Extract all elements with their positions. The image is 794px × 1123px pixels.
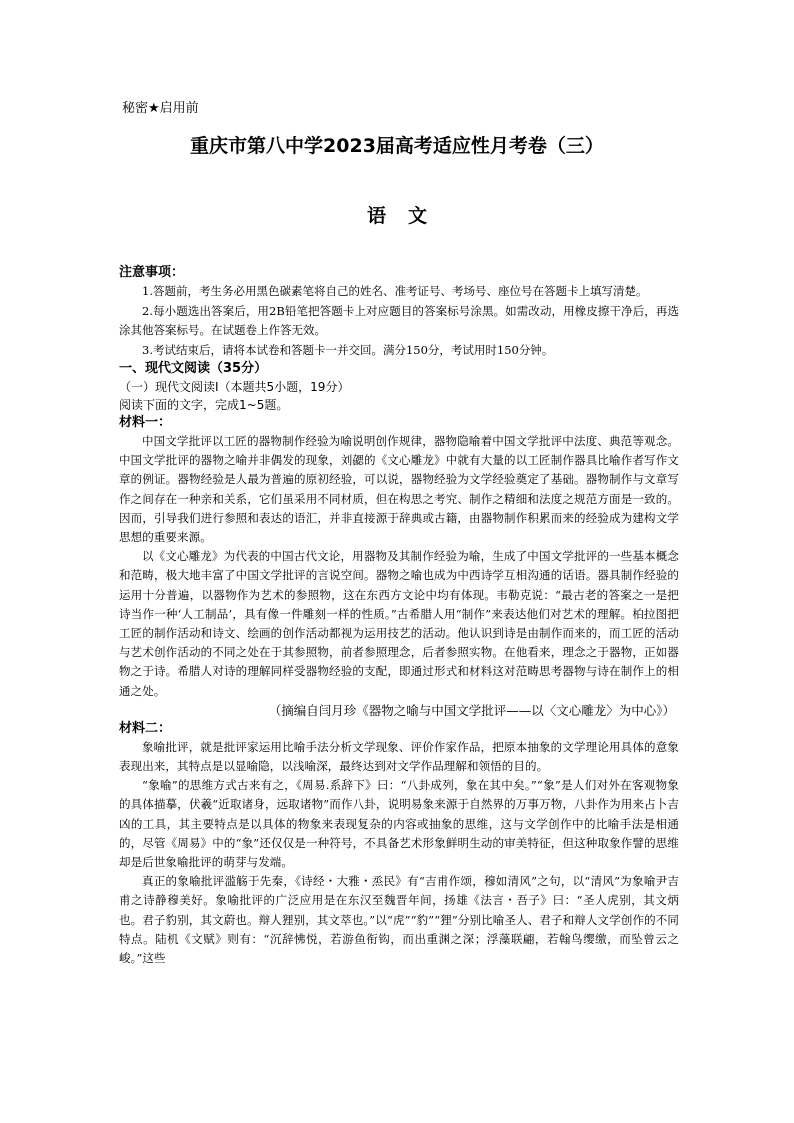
reading-instruction: 阅读下面的文字，完成1~5题。 xyxy=(119,398,289,412)
material-source: （摘编自闫月珍《器物之喻与中国文学批评——以〈文心雕龙〉为中心》） xyxy=(268,702,675,718)
material-label: 材料二： xyxy=(119,720,172,736)
material-label: 材料一： xyxy=(119,415,172,430)
exam-content xyxy=(119,264,679,968)
notice-item: 2.每小题选出答案后，用2B铅笔把答题卡上对应题目的答案标号涂黑。如需改动，用橡皮擦干净后，再选涂其他答案标号。在试题卷上作答无效。 xyxy=(119,303,679,337)
sub-section-heading: （一）现代文阅读Ⅰ（本题共5小题，19分） xyxy=(119,380,350,394)
material-paragraph: “象喻”的思维方式古来有之，《周易.系辞下》曰：“八卦成列，象在其中矣。”“象”是人们对外在客观物象的具体描摹，伏羲“近取诸身，远取诸物”而作八卦，说明易象来源于自然界的万事万物，八卦作为用来占卜吉凶的工具，其主要特点是以具体的物象来表现复杂的内容或抽象的思维，这与文学创作中的比喻手法是相通的，尽管《周易》中的“象”还仅仅是一种符号，不具备艺术形象鲜明生动的审美特征，但这种取象作譬的思维却是后世象喻批评的萌芽与发端。 xyxy=(119,778,679,870)
material-paragraph: 象喻批评，就是批评家运用比喻手法分析文学现象、评价作家作品，把原本抽象的文学理论用具体的意象表现出来，其特点是以显喻隐，以浅喻深，最终达到对文学作品理解和领悟的目的。 xyxy=(119,739,679,774)
section-heading: 一、现代文阅读（35分） xyxy=(119,361,268,376)
notice-item: 1.答题前，考生务必用黑色碳素笔将自己的姓名、准考证号、考场号、座位号在答题卡上填写清楚。 xyxy=(142,284,648,298)
subject-title: 语文 xyxy=(366,205,449,227)
material-paragraph: 以《文心雕龙》为代表的中国古代文论，用器物及其制作经验为喻，生成了中国文学批评的一些基本概念和范畴，极大地丰富了中国文学批评的言说空间。器物之喻也成为中西诗学互相沟通的话语。器具制作经验的运用十分普遍，以器物作为艺术的参照物，这在东西方文论中均有体现。韦勒克说：“最古老的答案之一是把诗当作一种‘人工制品’，具有像一件雕刻一样的性质。”古希腊人用“制作”来表达他们对艺术的理解。柏拉图把工匠的制作活动和诗文、绘画的创作活动都视为运用技艺的活动。他认识到诗是由制作而来的，而工匠的活动与艺术创作活动的不同之处在于其参照物，前者参照理念，后者参照实物。在他看来，理念之于器物，正如器物之于诗。希腊人对诗的理解同样受器物经验的支配，即通过形式和材料这对范畴思考器物与诗在制作上的相通之处。 xyxy=(119,549,679,698)
secret-label: 秘密★启用前 xyxy=(122,101,199,116)
notice-item: 3.考试结束后，请将本试卷和答题卡一并交回。满分150分，考试用时150分钟。 xyxy=(142,342,554,357)
exam-title: 重庆市第八中学2023届高考适应性月考卷（三） xyxy=(190,135,604,157)
material-paragraph: 中国文学批评以工匠的器物制作经验为喻说明创作规律，器物隐喻着中国文学批评中法度、典范等观念。中国文学批评的器物之喻并非偶发的现象，刘勰的《文心雕龙》中就有大量的以工匠制作器具比喻作者写作文章的例证。器物经验是人最为普遍的原初经验，可以说，器物经验为文学经验奠定了基础。器物制作与文章写作之间存在一种亲和关系，它们虽采用不同材质，但在构思之考究、制作之精细和法度之规范方面是一致的。因而，引导我们进行参照和表达的语汇，并非直接源于辞典或古籍，由器物制作积累而来的经验成为建构文学思想的重要来源。 xyxy=(119,434,679,545)
material-paragraph: 真正的象喻批评滥觞于先秦，《诗经・大雅・烝民》有“吉甫作颂，穆如清风”之句，以“清风”为象喻尹吉甫之诗静穆美好。象喻批评的广泛应用是在东汉至魏晋年间，扬雄《法言・吾子》曰：“圣人虎别，其文炳也。君子豹别，其文蔚也。辩人狸别，其文萃也。”以“虎”“豹”“狸”分别比喻圣人、君子和辩人文学创作的不同特点。陆机《文赋》则有：“沉辞怫悦，若游鱼衔钩，而出重渊之深；浮藻联翩，若翰鸟缨缴，而坠曾云之峻。”这些 xyxy=(119,874,679,966)
notice-heading: 注意事项： xyxy=(119,265,185,280)
